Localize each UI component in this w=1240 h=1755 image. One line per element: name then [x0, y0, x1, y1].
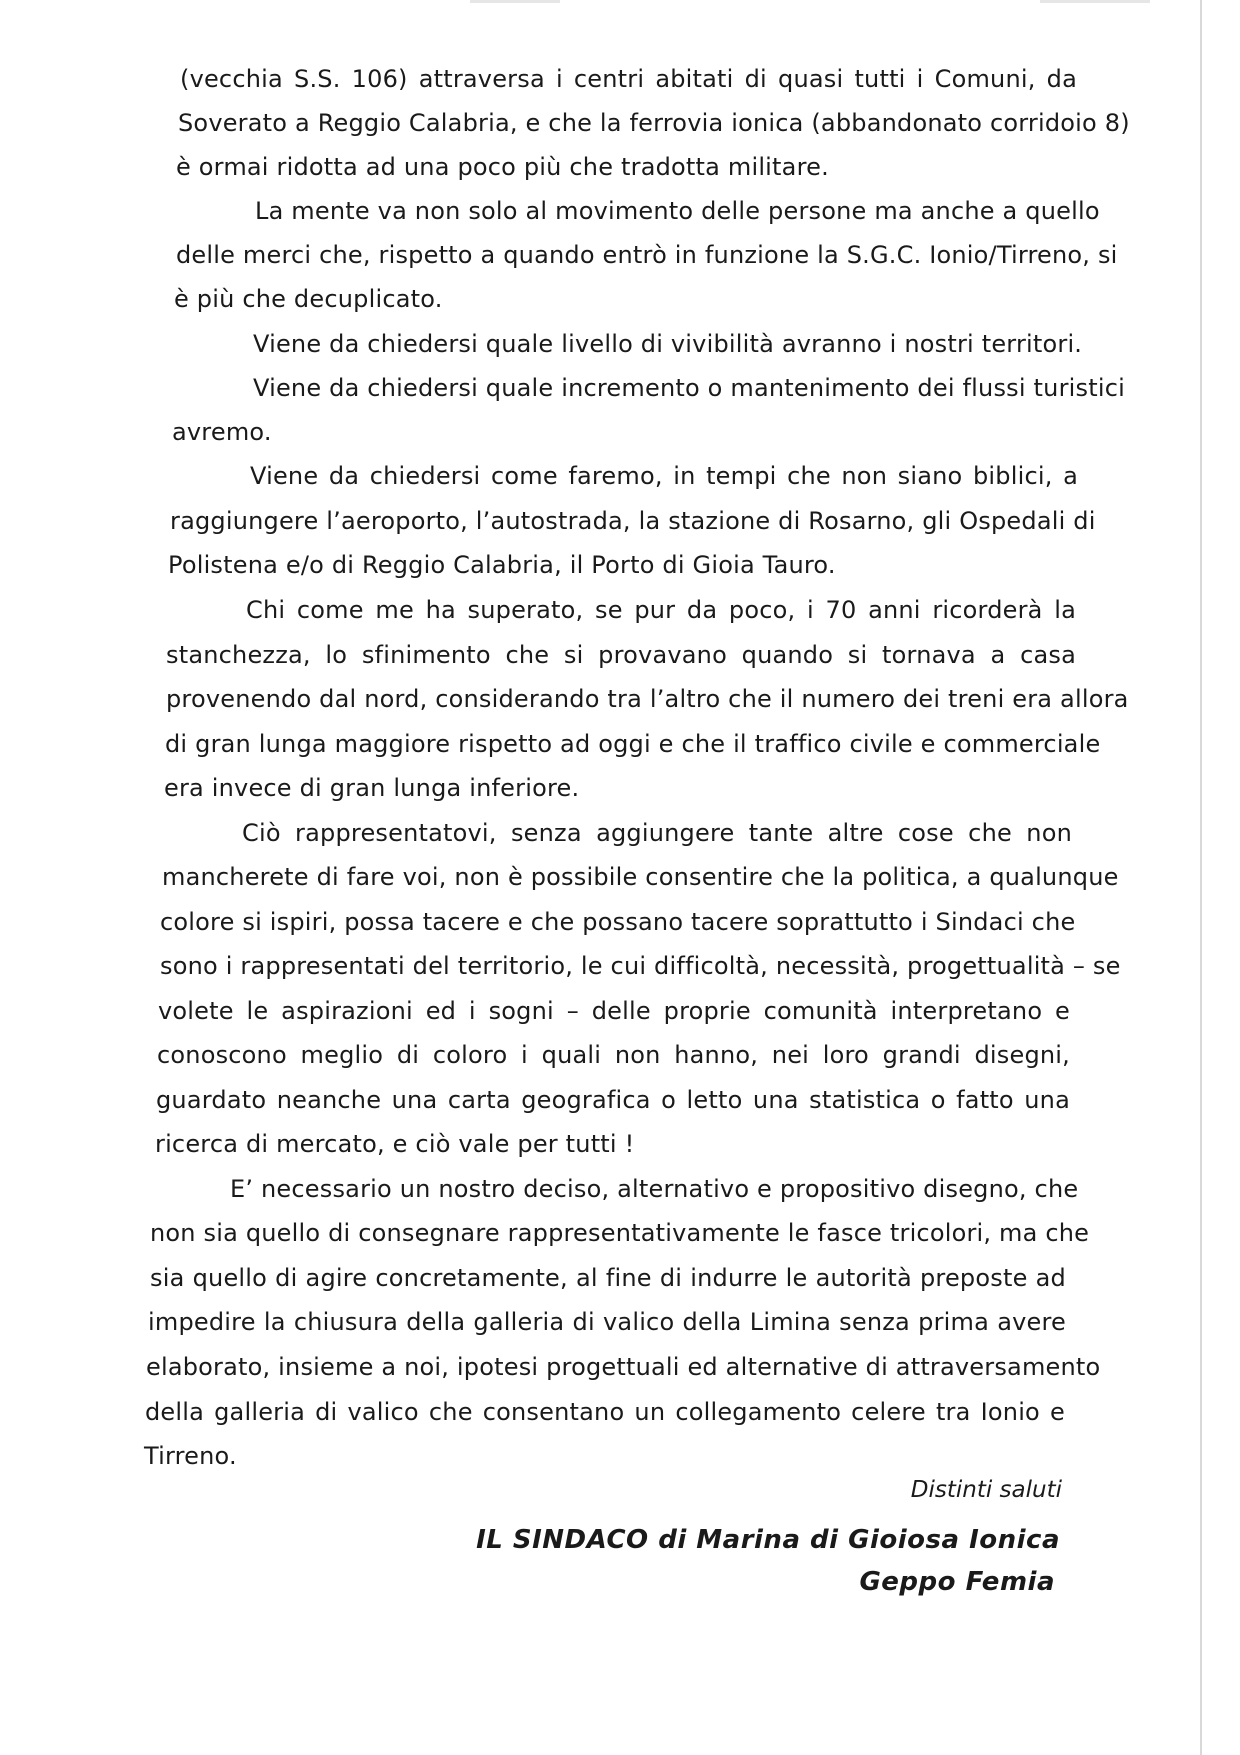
text-line: era invece di gran lunga inferiore. — [164, 774, 580, 802]
text-line: Viene da chiedersi quale incremento o mantenimento dei flussi turistici — [253, 374, 1125, 402]
text-line: conoscono meglio di coloro i quali non hanno, nei loro grandi disegni, — [157, 1041, 1070, 1069]
text-line: mancherete di fare voi, non è possibile consentire che la politica, a qualunque — [162, 863, 1119, 891]
text-line: guardato neanche una carta geografica o letto una statistica o fatto una — [156, 1086, 1070, 1114]
text-line: è più che decuplicato. — [174, 285, 443, 313]
text-line: volete le aspirazioni ed i sogni – delle proprie comunità interpretano e — [158, 997, 1070, 1025]
text-line: sia quello di agire concretamente, al fine di indurre le autorità preposte ad — [150, 1264, 1066, 1292]
text-line: impedire la chiusura della galleria di valico della Limina senza prima avere — [148, 1308, 1066, 1336]
text-line: avremo. — [172, 418, 272, 446]
closing-salutation: Distinti saluti — [910, 1477, 1062, 1503]
text-line: raggiungere l’aeroporto, l’autostrada, la stazione di Rosarno, gli Ospedali di — [170, 507, 1096, 535]
text-line: provenendo dal nord, considerando tra l’altro che il numero dei treni era allora — [166, 685, 1129, 713]
text-line: di gran lunga maggiore rispetto ad oggi e che il traffico civile e commerciale — [165, 730, 1101, 758]
text-line: Tirreno. — [144, 1442, 237, 1470]
text-line: Viene da chiedersi quale livello di vivibilità avranno i nostri territori. — [253, 330, 1083, 358]
text-line: E’ necessario un nostro deciso, alternativo e propositivo disegno, che — [230, 1175, 1079, 1203]
text-line: elaborato, insieme a noi, ipotesi progettuali ed alternative di attraversamento — [146, 1353, 1101, 1381]
text-line: stanchezza, lo sfinimento che si provavano quando si tornava a casa — [166, 641, 1076, 669]
text-line: La mente va non solo al movimento delle persone ma anche a quello — [255, 197, 1100, 225]
signer-name: Geppo Femia — [859, 1567, 1055, 1597]
text-line: Viene da chiedersi come faremo, in tempi che non siano biblici, a — [250, 462, 1078, 490]
text-line: colore si ispiri, possa tacere e che possano tacere soprattutto i Sindaci che — [160, 908, 1076, 936]
text-line: Polistena e/o di Reggio Calabria, il Porto di Gioia Tauro. — [168, 551, 836, 579]
page-edge — [1200, 0, 1202, 1755]
text-line: non sia quello di consegnare rappresentativamente le fasce tricolori, ma che — [150, 1219, 1090, 1247]
text-line: delle merci che, rispetto a quando entrò in funzione la S.G.C. Ionio/Tirreno, si — [176, 241, 1118, 269]
text-line: Chi come me ha superato, se pur da poco, i 70 anni ricorderà la — [246, 596, 1076, 624]
text-line: sono i rappresentati del territorio, le cui difficoltà, necessità, progettualità – se — [160, 952, 1121, 980]
text-line: Soverato a Reggio Calabria, e che la ferrovia ionica (abbandonato corridoio 8) — [178, 109, 1130, 137]
text-line: (vecchia S.S. 106) attraversa i centri abitati di quasi tutti i Comuni, da — [180, 65, 1077, 93]
signer-role: IL SINDACO di Marina di Gioiosa Ionica — [476, 1525, 1060, 1555]
text-line: della galleria di valico che consentano un collegamento celere tra Ionio e — [145, 1398, 1065, 1426]
text-line: ricerca di mercato, e ciò vale per tutti ! — [155, 1130, 635, 1158]
top-scan-mark-right — [1040, 0, 1150, 3]
text-line: Ciò rappresentatovi, senza aggiungere tante altre cose che non — [242, 819, 1072, 847]
top-scan-mark-left — [470, 0, 560, 3]
text-line: è ormai ridotta ad una poco più che tradotta militare. — [176, 153, 829, 181]
